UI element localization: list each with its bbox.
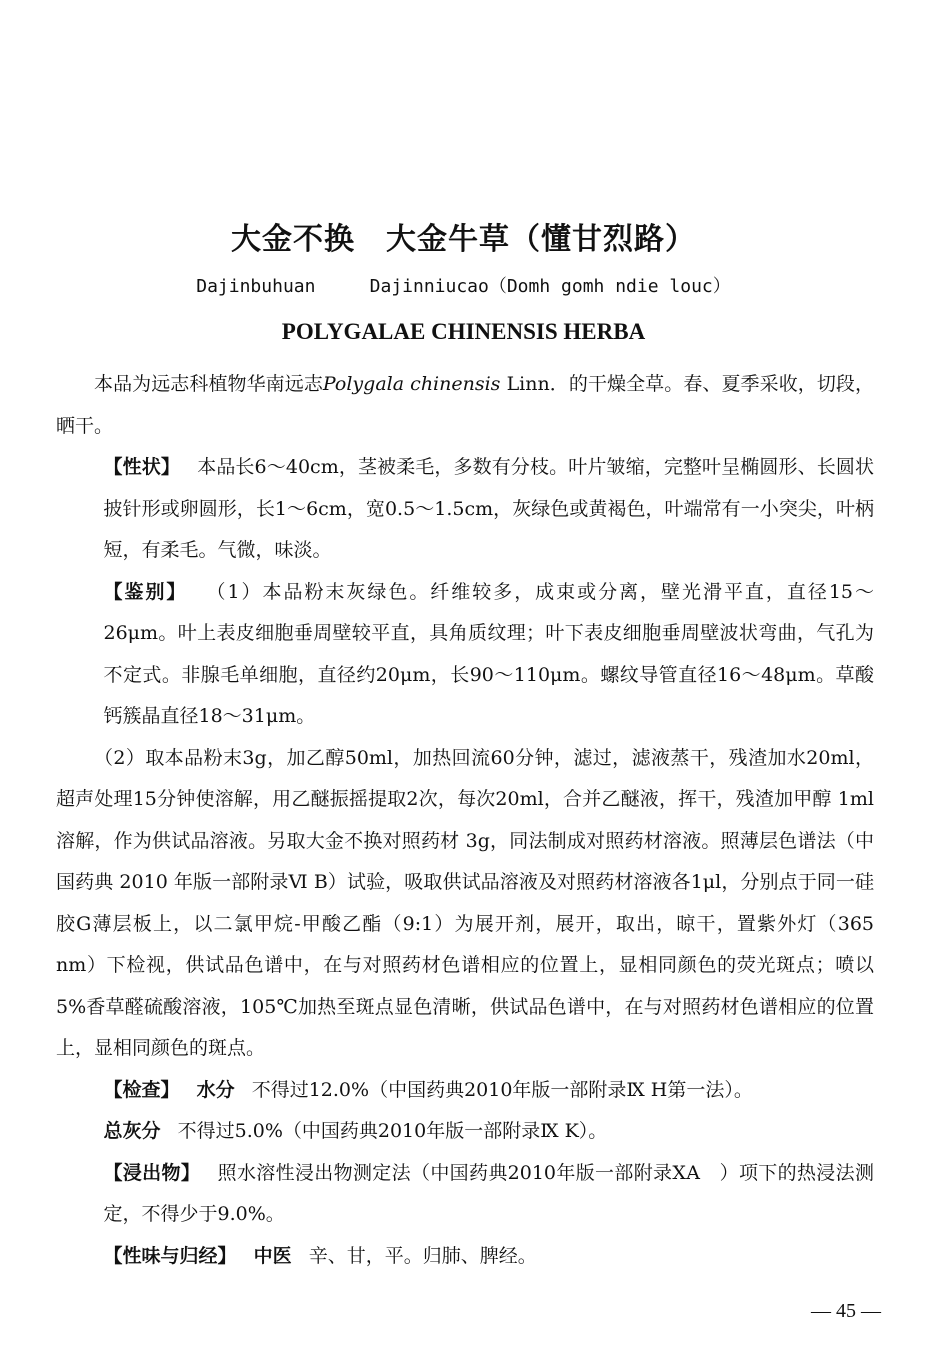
- extract-heading: 【浸出物】: [103, 1161, 201, 1184]
- ash-label: 总灰分: [103, 1120, 161, 1142]
- identification-item-2: （2）取本品粉末3g，加乙醇50ml，加热回流60分钟，滤过，滤液蒸干，残渣加水20ml，超声处理15分钟使溶解，用乙醚振摇提取2次，每次20ml，合并乙醚液，挥干，残渣加甲醇 1ml 溶解，作为供试品溶液。另取大金不换对照药材 3g，同法制成对照药材溶液。照薄层色谱法（中国药典 2010 年版一部附录Ⅵ B）试验，吸取供试品溶液及对照药材溶液各1μl，分别点于同一硅胶G薄层板上，以二氯甲烷-甲酸乙酯（9:1）为展开剂，展开，取出，晾干，置紫外灯（365 nm）下检视，供试品色谱中，在与对照药材色谱相应的位置上，显相同颜色的荧光斑点；喷以5%香草醛硫酸溶液，105℃加热至斑点显色清晰，供试品色谱中，在与对照药材色谱相应的位置上，显相同颜色的斑点。: [56, 746, 874, 1059]
- species-name: Polygala chinensis: [322, 373, 501, 395]
- monograph-body: [56, 364, 874, 1277]
- identification-item-1: （1）本品粉末灰绿色。纤维较多，成束或分离，壁光滑平直，直径15～26μm。叶上表皮细胞垂周壁较平直，具角质纹理；叶下表皮细胞垂周壁波状弯曲，气孔为不定式。非腺毛单细胞，直径约20μm，长90～110μm。螺纹导管直径16～48μm。草酸钙簇晶直径18～31μm。: [103, 580, 874, 727]
- intro-text-end: Linn．的干燥全草。春、夏季采收，切段，晒干。: [56, 373, 874, 437]
- water-text: 不得过12.0%（中国药典2010年版一部附录Ⅸ H第一法）。: [251, 1078, 753, 1101]
- nature-heading: 【性味与归经】: [103, 1244, 237, 1267]
- intro-paragraph: [56, 364, 874, 447]
- identification-paragraph-1: [56, 572, 874, 738]
- inspection-paragraph: [56, 1070, 874, 1112]
- ash-text: 不得过5.0%（中国药典2010年版一部附录Ⅸ K）。: [177, 1120, 608, 1142]
- extract-text: 照水溶性浸出物测定法（中国药典2010年版一部附录ⅩA ）项下的热浸法测定，不得少于9.0%。: [103, 1161, 874, 1225]
- characters-heading: 【性状】: [103, 456, 180, 478]
- identification-heading: 【鉴别】: [103, 580, 188, 603]
- ash-paragraph: [56, 1111, 874, 1153]
- water-label: 水分: [196, 1078, 235, 1101]
- inspection-heading: 【检查】: [103, 1078, 180, 1101]
- characters-text: 本品长6～40cm，茎被柔毛，多数有分枝。叶片皱缩，完整叶呈椭圆形、长圆状披针形或卵圆形，长1～6cm，宽0.5～1.5cm，灰绿色或黄褐色，叶端常有一小突尖，叶柄短，有柔毛。气微，味淡。: [103, 456, 874, 561]
- identification-paragraph-2: [56, 738, 874, 1070]
- tcm-text: 辛、甘，平。归肺、脾经。: [308, 1244, 537, 1267]
- characters-paragraph: [56, 447, 874, 572]
- page-title: 大金不换 大金牛草（懂甘烈路）: [231, 222, 696, 257]
- intro-text: 本品为远志科植物华南远志: [94, 373, 323, 395]
- page-number: — 45 —: [811, 1300, 881, 1322]
- tcm-label: 中医: [253, 1244, 292, 1267]
- nature-paragraph: [56, 1236, 874, 1278]
- pinyin-subtitle: Dajinbuhuan Dajinniucao（Domh gomh ndie louc）: [196, 276, 731, 297]
- extract-paragraph: [56, 1153, 874, 1236]
- latin-name: POLYGALAE CHINENSIS HERBA: [281, 319, 646, 344]
